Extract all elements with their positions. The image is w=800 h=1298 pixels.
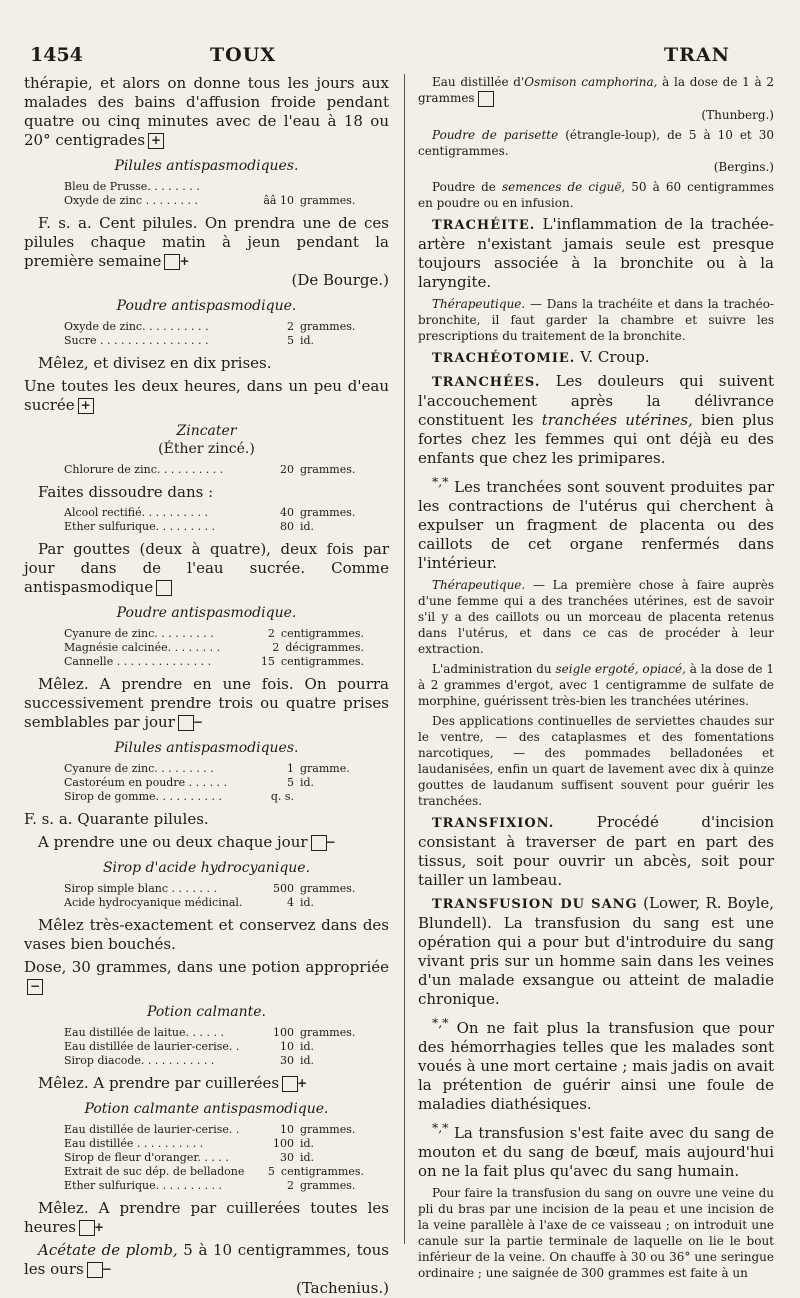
recipe-title: Potion calmante. [147,1004,266,1020]
entry-trachéite: TRACHÉITE. L'inflammation de la trachée-artère n'existant jamais seule est presque toujours associée à la bronchite ou à la laryngite. [418,214,774,291]
entry-heading: TRANCHÉES. [432,374,541,390]
entry-heading: TRANSFUSION DU SANG [432,896,638,912]
paragraph: Poudre de semences de ciguë, 50 à 60 centigrammes en poudre ou en infusion. [418,179,774,210]
entry-heading: TRACHÉITE. [432,217,536,233]
recipe-subtitle: (Éther zincé.) [158,441,255,457]
recipe-formula: Alcool rectifié. . . . . . . . . . 40 grammes. Ether sulfurique. . . . . . . . . 80 id. [64,506,356,533]
paragraph: *,* La transfusion s'est faite avec du sang de mouton et du sang de bœuf, mais aujourd'hui on ne la fait plus qu'avec du sang humain. [418,1119,774,1180]
recipe-title: Zincater [176,423,237,439]
paragraph: Poudre de parisette (étrangle-loup), de 5 à 10 et 30 centigrammes. (Bergins.) [418,127,775,174]
page-number: 1454 [30,44,83,66]
paragraph: Des applications continuelles de serviettes chaudes sur le ventre, — des cataplasmes et des fomentations narcotiques, — des pommades belladonées et laudanisées, enfin un quart de lavement avec dix à quinze gouttes de laudanum suffisent souvent pour guérir les tranchées. [418,713,774,808]
recipe-title: Poudre antispasmodique. [116,298,297,314]
recipe-formula: Oxyde de zinc. . . . . . . . . . 2 grammes. Sucre . . . . . . . . . . . . . . . . 5 id. [64,320,356,347]
empty-box-icon [478,91,494,107]
asterism-icon: *,* [432,473,449,489]
recipe-title: Pilules antispasmodiques. [114,740,299,756]
minus-box-icon: − [87,1262,103,1278]
recipe-title: Potion calmante antispasmodique. [84,1101,329,1117]
asterism-icon: *,* [432,1119,449,1135]
paragraph: Thérapeutique. — La première chose à faire auprès d'une femme qui a des tranchées utérines, est de savoir s'il y a des caillots ou un morceau de placenta retenus dans l'utérus, et dans ce cas de procéder à leur extraction. [418,577,774,656]
minus-box-icon: − [27,979,43,995]
recipe-title: Sirop d'acide hydrocyanique. [102,860,311,876]
paragraph: *,* Les tranchées sont souvent produites par les contractions de l'utérus qui cherchent à expulser un fragment de placenta ou des caillots de cet organe renfermés dans l'intérieur. [418,473,774,572]
attribution: (Bergins.) [713,159,774,174]
recipe-formula: Cyanure de zinc. . . . . . . . . 2 centigrammes. Magnésie calcinée. . . . . . . . 2 décigrammes. Cannelle . . . . . . . . . . . . . . 15 centigrammes. [64,627,364,668]
entry-transfixion: TRANSFIXION. Procédé d'incision consistant à traverser de part en part des tissus, soit pour ouvrir un abcès, soit pour tailler un lambeau. [418,812,774,889]
recipe-title: Pilules antispasmodiques. [114,158,299,174]
paragraph: Mêlez. A prendre en une fois. On pourra successivement prendre trois ou quatre prises semblables par jour − [24,675,389,731]
recipe-formula: Eau distillée de laurier-cerise. . 10 grammes. Eau distillée . . . . . . . . . . 100 id. Sirop de fleur d'oranger. . . . . 30 id. Extrait de suc dép. de belladone 5 centigrammes. Ether sulfurique. . . . . . . . . . 2 grammes. [64,1123,364,1192]
plus-box-icon: + [282,1076,298,1092]
recipe-formula: Cyanure de zinc. . . . . . . . . 1 gramme. Castoréum en poudre . . . . . . 5 id. Sirop de gomme. . . . . . . . . . q. s. [64,762,350,803]
attribution: (Tachenius.) [295,1279,389,1297]
paragraph: thérapie, et alors on donne tous les jours aux malades des bains d'affusion froide pendant quatre ou cinq minutes avec de l'eau à 18 ou 20° centigrades + [24,74,389,149]
attribution: (De Bourge.) [291,271,389,289]
paragraph: Mêlez, et divisez en dix prises. [38,354,272,372]
paragraph: A prendre une ou deux chaque jour − [38,833,336,851]
paragraph: Mêlez. A prendre par cuillerées toutes les heures + [24,1199,389,1236]
paragraph: Mêlez très-exactement et conservez dans des vases bien bouchés. [24,916,389,953]
empty-box-icon [156,580,172,596]
paragraph: Dose, 30 grammes, dans une potion appropriée− [24,958,389,993]
asterism-icon: *,* [432,1014,449,1030]
page-header [30,44,770,70]
right-column [418,74,775,1280]
plus-box-icon: + [164,254,180,270]
left-column [24,74,389,1297]
paragraph: L'administration du seigle ergoté, opiacé, à la dose de 1 à 2 grammes d'ergot, avec 1 centigramme de sulfate de morphine, guérissent très-bien les tranchées utérines. [418,661,774,708]
entry-tracheotomie: TRACHÉOTOMIE. V. Croup. [432,347,650,366]
minus-box-icon: − [311,835,327,851]
paragraph: Par gouttes (deux à quatre), deux fois par jour dans de l'eau sucrée. Comme antispasmodique [24,540,389,596]
paragraph: Pour faire la transfusion du sang on ouvre une veine du pli du bras par une incision de la peau et une incision de la veine parallèle à l'axe de ce vaisseau ; on introduit une canule sur la partie terminale de laquelle on lie le bout inférieur de la veine. On chauffe à 30 ou 36° une seringue ordinaire ; une saignée de 300 grammes est faite à un [418,1185,774,1280]
paragraph: Eau distillée d'Osmison camphorina, à la dose de 1 à 2 grammes (Thunberg.) [418,75,774,122]
paragraph: F. s. a. Cent pilules. On prendra une de ces pilules chaque matin à jeun pendant la première semaine + (De Bourge.) [24,214,389,289]
recipe-formula: Bleu de Prusse. . . . . . . . Oxyde de zinc . . . . . . . . ââ 10 grammes. [64,180,356,207]
paragraph: Mêlez. A prendre par cuillerées + [38,1074,308,1092]
entry-heading: TRACHÉOTOMIE. [432,350,576,366]
entry-heading: TRANSFIXION. [432,815,555,831]
attribution: (Thunberg.) [701,107,774,122]
column-divider [404,74,405,1244]
right-running-head: TRAN [663,44,730,66]
plus-box-icon: + [78,398,94,414]
paragraph: Une toutes les deux heures, dans un peu d'eau sucrée + [24,377,389,414]
recipe-formula: Eau distillée de laitue. . . . . . 100 grammes. Eau distillée de laurier-cerise. . 10 id. Sirop diacode. . . . . . . . . . . 30 id. [64,1026,356,1067]
recipe-formula: Sirop simple blanc . . . . . . . 500 grammes. Acide hydrocyanique médicinal. 4 id. [64,882,356,909]
paragraph: F. s. a. Quarante pilules. [24,810,209,828]
left-running-head: TOUX [210,44,277,66]
entry-tranchees: TRANCHÉES. Les douleurs qui suivent l'accouchement après la délivrance constituent les tranchées utérines, bien plus fortes chez les femmes qui ont déjà eu des enfants que chez les primipares. [418,371,775,467]
minus-box-icon: − [178,715,194,731]
paragraph: *,* On ne fait plus la transfusion que pour des hémorrhagies telles que les malades sont voués à une mort certaine ; mais jadis on avait la prétention de guérir ainsi une foule de maladies diathésiques. [418,1014,774,1113]
paragraph: Thérapeutique. — Dans la trachéite et dans la trachéo-bronchite, il faut garder la chambre et suivre les prescriptions du traitement de la bronchite. [418,296,774,343]
recipe-title: Poudre antispasmodique. [116,605,297,621]
plus-box-icon: + [148,133,164,149]
entry-transfusion: TRANSFUSION DU SANG (Lower, R. Boyle, Blundell). La transfusion du sang est une opération qui a pour but d'introduire du sang vivant pris sur un homme sain dans les veines d'un malade exsangue ou atteint de maladie chronique. [418,893,775,1008]
paragraph: Acétate de plomb, 5 à 10 centigrammes, tous les ours − (Tachenius.) [24,1241,389,1297]
paragraph: Faites dissoudre dans : [38,483,214,501]
recipe-formula: Chlorure de zinc. . . . . . . . . . 20 grammes. [64,463,356,476]
plus-box-icon: + [79,1220,95,1236]
